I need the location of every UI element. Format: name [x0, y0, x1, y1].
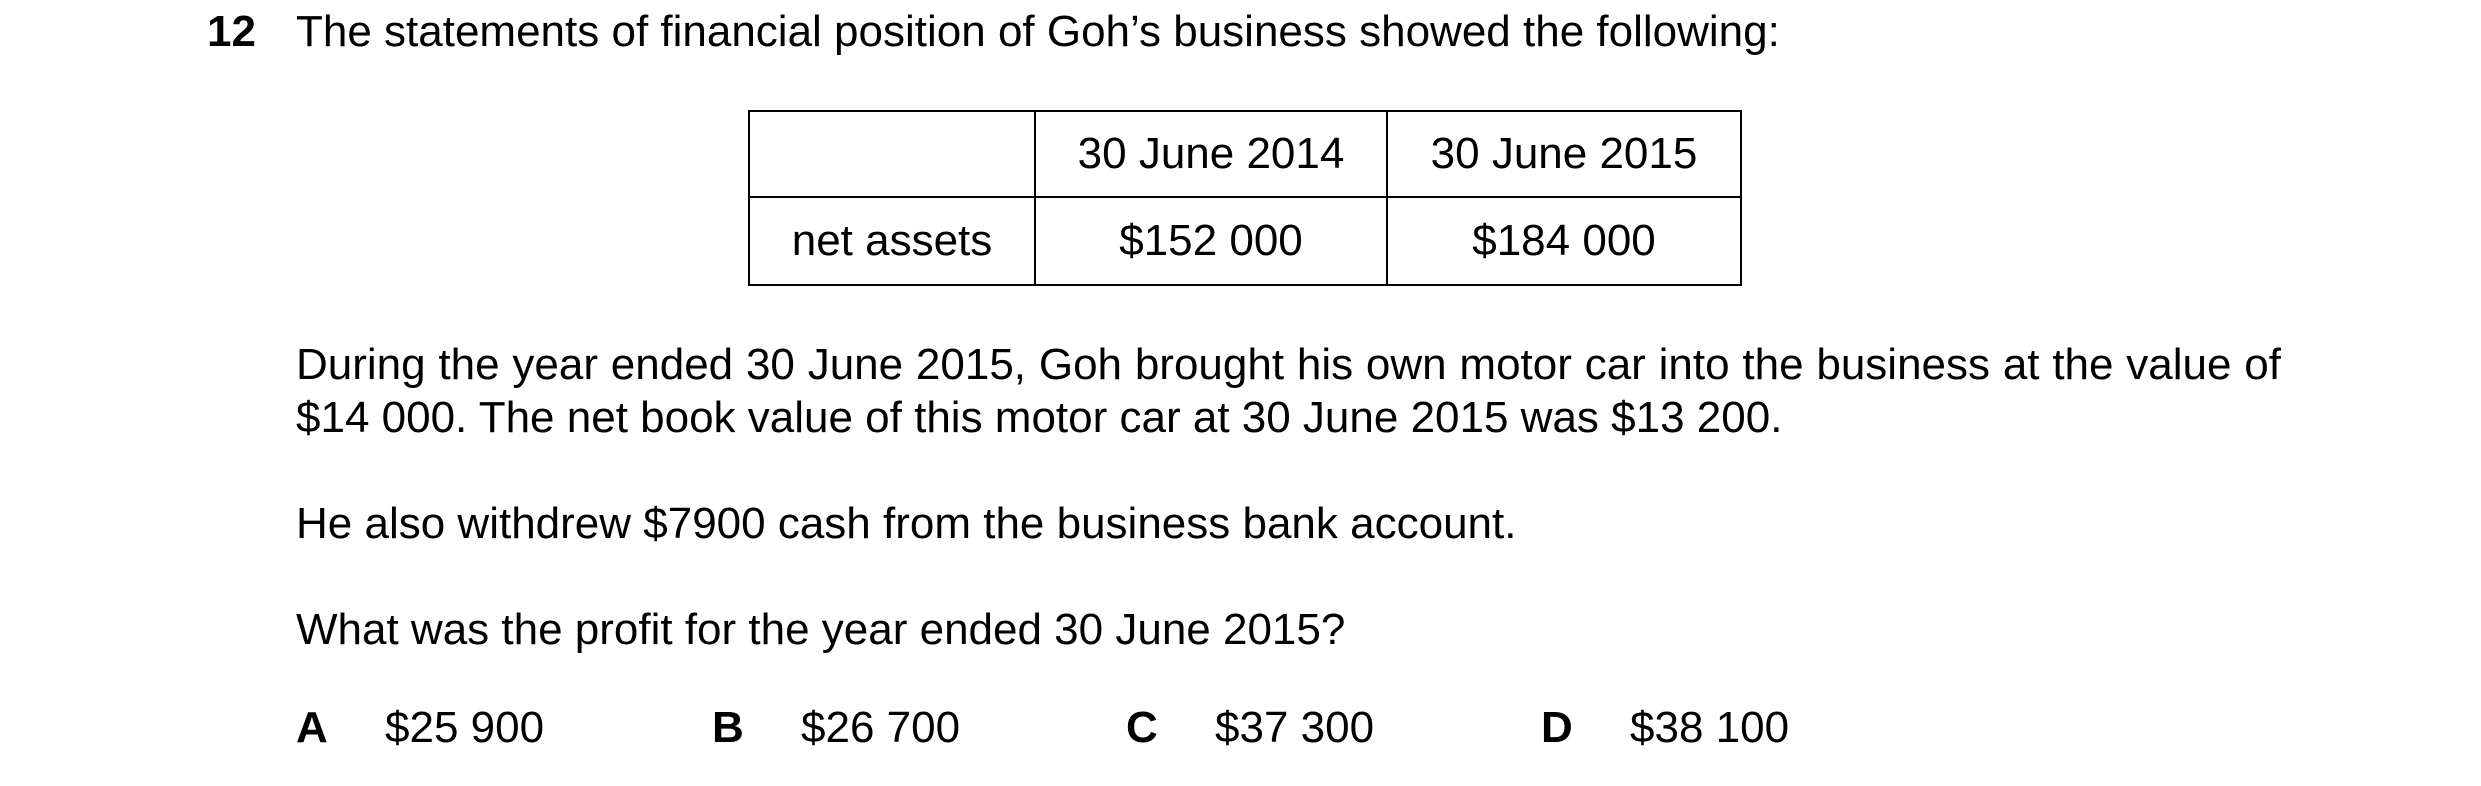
- table-row-label: net assets: [749, 197, 1035, 285]
- table-row: [749, 197, 1741, 285]
- net-assets-table: [748, 110, 1742, 286]
- table-cell-2014: $152 000: [1035, 197, 1387, 285]
- table-cell-2015: $184 000: [1387, 197, 1741, 285]
- option-c-value: $37 300: [1215, 703, 1375, 752]
- option-c-letter: C: [1126, 703, 1158, 752]
- table-header-cell-2014: 30 June 2014: [1035, 111, 1387, 197]
- table-header-row: [749, 111, 1741, 197]
- option-d-value: $38 100: [1630, 703, 1790, 752]
- paragraph-withdrawal: He also withdrew $7900 cash from the business bank account.: [296, 499, 1517, 548]
- option-d-letter: D: [1541, 703, 1573, 752]
- option-a-letter: A: [296, 703, 328, 752]
- option-a-value: $25 900: [385, 703, 545, 752]
- table-header-cell-2015: 30 June 2015: [1387, 111, 1741, 197]
- option-b-letter: B: [712, 703, 744, 752]
- question-number: 12: [207, 7, 256, 56]
- question-stem: The statements of financial position of Goh’s business showed the following:: [296, 7, 1780, 56]
- table-header-cell-empty: [749, 111, 1035, 197]
- paragraph-motor-car: During the year ended 30 June 2015, Goh brought his own motor car into the business at the value of $14 000. The net book value of this motor car at 30 June 2015 was $13 200.: [296, 340, 2281, 442]
- option-b-value: $26 700: [801, 703, 961, 752]
- paragraph-question: What was the profit for the year ended 30 June 2015?: [296, 605, 1346, 654]
